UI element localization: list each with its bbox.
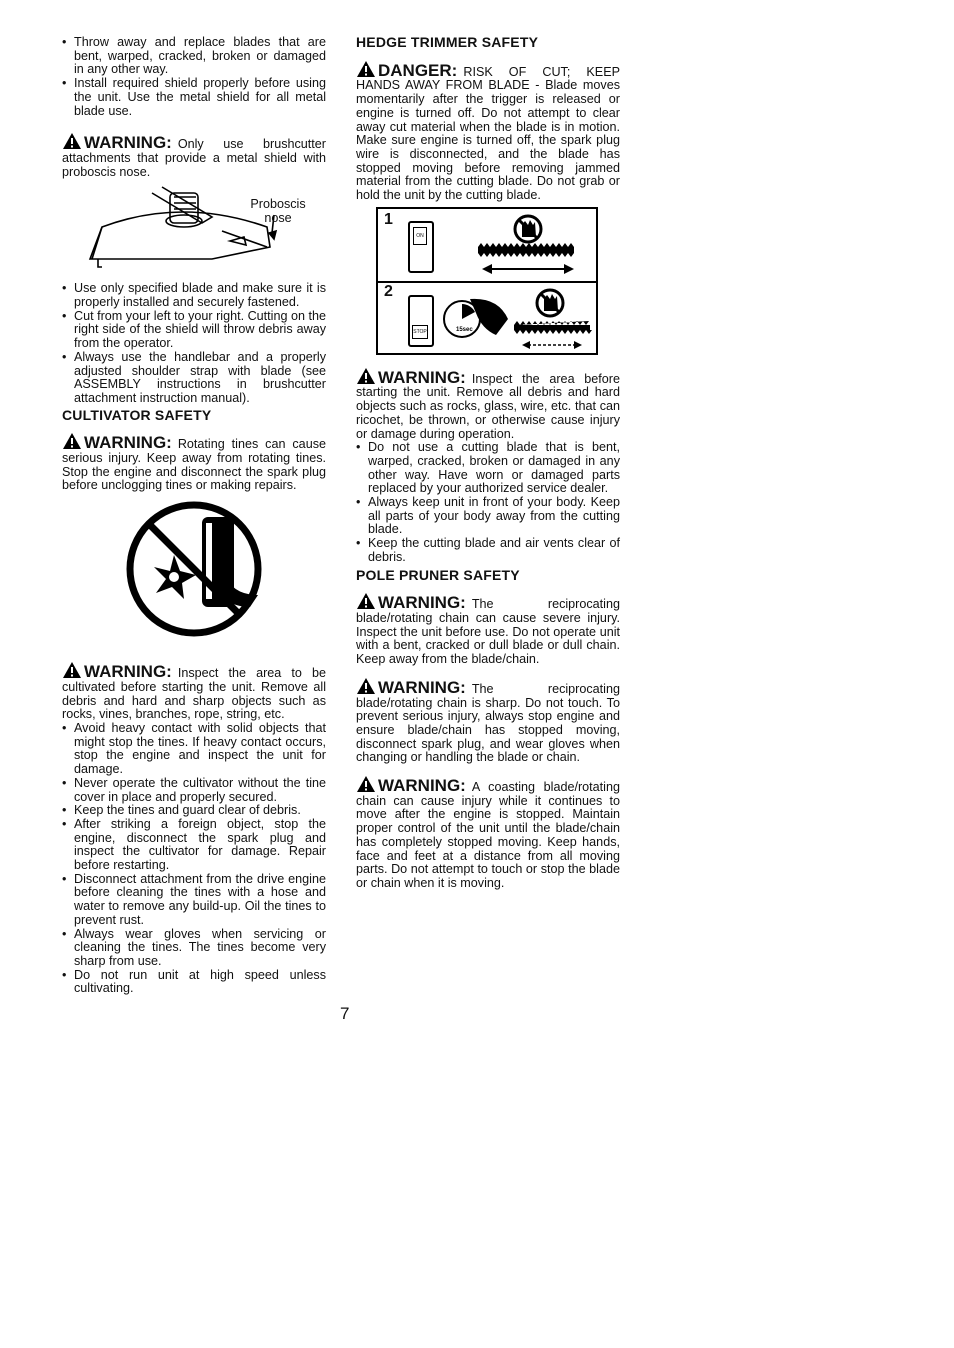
list-item: • Always use the handlebar and a properly adjusted shoulder strap with blade (see ASSEMBLY instructions in brushcutter attachment instruction manual). [62,351,326,406]
pruner-severe-injury-warning [356,592,620,667]
warning-triangle-icon [62,661,82,679]
list-item: • Throw away and replace blades that are bent, warped, cracked, broken or damaged in any other way. [62,36,326,77]
list-item: • Keep the cutting blade and air vents clear of debris. [356,537,620,564]
blade-bullets [62,282,326,405]
warning-triangle-icon [356,677,376,695]
rotating-tines-warning [62,432,326,493]
pole-pruner-safety-heading: POLE PRUNER SAFETY [356,566,520,583]
warning-triangle-icon [356,367,376,385]
warning-label: WARNING: [378,367,466,387]
warning-text: Only use brushcutter attachments that provide a metal shield with proboscis nose. [62,137,326,179]
hedge-inspect-warning [356,367,620,442]
danger-text: RISK OF CUT; KEEP HANDS AWAY FROM BLADE - Blade moves momentarily after the trigger is released or engine is turned off. Do not attempt to clear away cut material when the blade is in motion. Make sure engine is turned off, the spark plug wire is disconnected, and the blade has stopped moving before removing jammed material from the cutting blade. Do not grab or hold the unit by the cutting blade. [356,64,620,203]
stopped-blade-icon [514,321,592,349]
moving-blade-icon [478,243,574,274]
warning-label: WARNING: [84,133,172,153]
pruner-sharp-warning [356,677,620,765]
prohibited-hand-near-tines-icon [62,499,326,649]
warning-text: Inspect the area before starting the unit. Remove all debris and hard objects such as rocks, glass, wire, etc. that can ricochet, be thrown, or otherwise cause injury or damage during operation. [356,371,620,441]
list-item: • Use only specified blade and make sure it is properly installed and securely fastened. [62,282,326,309]
cultivate-inspect-warning [62,661,326,722]
list-item: • Always keep unit in front of your body. Keep all parts of your body away from the cutting blade. [356,496,620,537]
list-item: • Avoid heavy contact with solid objects that might stop the tines. If heavy contact occurs, stop the engine and inspect the unit for damage. [62,722,326,777]
warning-text: The reciprocating blade/rotating chain can cause severe injury. Inspect the unit before use. Do not operate unit with a bent, cracked or dull blade or dull chain. Keep away from the blade/chain. [356,597,620,667]
warning-label: WARNING: [84,662,172,682]
list-item: • Cut from your left to your right. Cutting on the right side of the shield will throw debris away from the operator. [62,310,326,351]
list-item: • Never operate the cultivator without the tine cover in place and properly secured. [62,777,326,804]
no-hand-sign-icon [515,216,541,242]
proboscis-nose-label: Proboscis nose [250,197,306,226]
timer-label: 15sec [456,326,473,333]
warning-triangle-icon [62,432,82,450]
warning-text: Inspect the area to be cultivated before starting the unit. Remove all debris and hard and sharp objects such as rocks, vines, branches, rope, string, etc. [62,666,326,722]
stopwatch-hand-icon [444,299,508,337]
pruner-coasting-warning [356,775,620,891]
list-item: • Install required shield properly before using the unit. Use the metal shield for all metal blade use. [62,77,326,118]
panel-1-number: 1 [384,210,393,228]
danger-notice [356,60,620,203]
list-item: • After striking a foreign object, stop the engine, disconnect the spark plug and inspect the cultivator for damage. Repair before restarting. [62,818,326,873]
hedge-trimmer-stop-diagram [376,207,598,355]
list-item: • Do not use a cutting blade that is bent, warped, cracked, broken or damaged in any other way. Have worn or damaged parts replaced by your authorized service dealer. [356,441,620,496]
cultivator-safety-heading: CULTIVATOR SAFETY [62,406,212,423]
warning-triangle-icon [62,132,82,150]
no-hands-tines-figure [62,499,326,649]
warning-text: The reciprocating blade/rotating chain is sharp. Do not touch. To prevent serious injury, always stop engine and ensure blade/chain has stopped moving, disconnect spark plug, and wear gloves when changing or handling the blade or chain. [356,681,620,765]
list-item: • Always wear gloves when servicing or cleaning the tines. The tines become very sharp from use. [62,928,326,969]
hedge-bullets [356,441,620,564]
brushcutter-shield-figure [62,183,326,279]
warning-label: WARNING: [378,677,466,697]
no-hand-sign-icon [537,290,563,316]
shield-bullets [62,36,326,118]
page-number: 7 [340,1004,350,1023]
danger-label: DANGER: [378,60,458,80]
warning-triangle-icon [356,775,376,793]
list-item: • Do not run unit at high speed unless cultivating. [62,969,326,996]
brushcutter-warning [62,132,326,179]
right-column [356,36,620,891]
panel-2-number: 2 [384,282,393,300]
list-item: • Keep the tines and guard clear of debris. [62,804,326,818]
hedge-trimmer-blades-illustration [378,209,596,353]
cultivator-bullets [62,722,326,996]
warning-text: Rotating tines can cause serious injury. Keep away from rotating tines. Stop the engine and disconnect the spark plug before unclogging tines or making repairs. [62,437,326,493]
warning-text: A coasting blade/rotating chain can cause injury while it continues to move after the engine is stopped. Maintain proper control of the unit until the blade/chain has completely stopped moving. Keep hands, face and feet at a distance from all moving parts. Do not attempt to touch or stop the blade or chain when it is moving. [356,780,620,890]
warning-label: WARNING: [84,433,172,453]
warning-label: WARNING: [378,776,466,796]
left-column [62,36,326,996]
hedge-trimmer-safety-heading: HEDGE TRIMMER SAFETY [356,34,539,50]
stop-switch-label: STOP [412,325,428,339]
warning-label: WARNING: [378,593,466,613]
list-item: • Disconnect attachment from the drive engine before cleaning the tines with a hose and water to remove any build-up. Oil the tines to prevent rust. [62,873,326,928]
warning-triangle-icon [356,60,376,78]
on-switch-label: ON [413,227,427,245]
warning-triangle-icon [356,592,376,610]
